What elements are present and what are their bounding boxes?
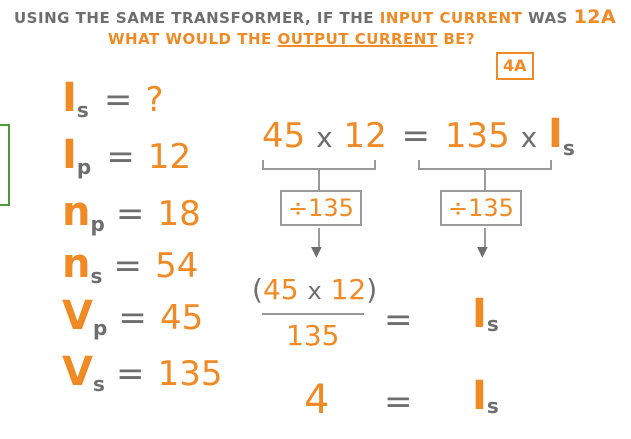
given-subscript-wrap: [93, 349, 105, 395]
answer-value: 4: [304, 377, 330, 423]
left-bracket-stem: [318, 170, 320, 190]
given-symbol: I: [62, 132, 77, 178]
output-current-underlined: OUTPUT CURRENT: [277, 30, 438, 48]
left-bracket-tick-l: [262, 160, 264, 170]
step2-numerator: [252, 272, 377, 309]
left-bracket-tick-r: [374, 160, 376, 170]
question-line2-text: WHAT WOULD THE: [108, 30, 278, 48]
given-row: [62, 76, 222, 133]
step3-symbol: I: [472, 373, 487, 419]
step3-equals: =: [384, 382, 413, 422]
right-bracket-stem: [484, 170, 486, 190]
question-text: USING THE SAME TRANSFORMER, IF THE: [14, 9, 380, 27]
eq-right-times: x: [520, 121, 538, 154]
given-subscript: s: [76, 98, 89, 122]
given-subscript-wrap: [77, 132, 91, 178]
given-row: [62, 294, 222, 350]
given-equals: =: [118, 298, 147, 338]
paren-close: ): [366, 273, 378, 306]
divide-box-right: ÷135: [440, 190, 522, 226]
step2-equals: =: [384, 300, 413, 340]
given-value: 45: [159, 298, 204, 338]
given-subscript: p: [90, 212, 105, 236]
given-equals: =: [115, 354, 145, 394]
eq-left-a: 45: [262, 116, 306, 156]
given-subscript-wrap: [90, 189, 104, 235]
given-row: [62, 350, 222, 406]
step2-b: 12: [330, 273, 367, 306]
right-arrow-icon: ▼: [477, 244, 488, 260]
given-equals: =: [106, 137, 135, 177]
given-equals: =: [115, 194, 145, 234]
input-current-highlight: INPUT CURRENT: [379, 9, 523, 27]
question-line2-end: BE?: [437, 30, 476, 48]
givens-list: [62, 76, 222, 406]
given-row: [62, 133, 222, 190]
right-bracket-tick-r: [550, 160, 552, 170]
given-subscript: s: [92, 372, 105, 396]
given-value: 18: [157, 194, 201, 234]
green-frame-edge: [0, 124, 10, 206]
step2-times: x: [307, 277, 322, 305]
step2-subscript: s: [486, 312, 499, 337]
eq-right-a: 135: [444, 116, 510, 156]
divide-box-left: ÷135: [280, 190, 362, 226]
step2-a: 45: [262, 273, 299, 306]
question-line-1: [14, 6, 616, 28]
given-row: [62, 190, 222, 242]
step3-result: [472, 374, 499, 418]
given-subscript-wrap: [77, 75, 89, 121]
answer-badge: 4A: [496, 52, 534, 80]
given-subscript: s: [90, 264, 103, 288]
given-value: ?: [145, 80, 164, 120]
left-arrow-icon: ▼: [311, 244, 322, 260]
paren-open: (: [252, 273, 263, 306]
step2-symbol: I: [472, 291, 487, 337]
question-line-2: [108, 30, 475, 48]
question-text-was: WAS: [522, 9, 574, 27]
given-symbol: V: [62, 349, 93, 395]
step3-subscript: s: [486, 394, 499, 419]
given-equals: =: [113, 246, 142, 286]
step2-result: [472, 292, 499, 336]
input-value-highlight: 12A: [573, 6, 617, 28]
given-symbol: I: [62, 75, 77, 121]
fraction-bar: [262, 313, 364, 315]
given-value: 54: [155, 246, 199, 286]
given-symbol: n: [62, 241, 91, 287]
given-subscript: p: [76, 155, 92, 179]
given-symbol: n: [62, 189, 91, 235]
given-subscript: p: [92, 316, 108, 340]
right-bracket-tick-l: [418, 160, 420, 170]
eq-right-symbol: I: [547, 111, 563, 157]
step2-denominator: 135: [286, 319, 340, 352]
given-row: [62, 242, 222, 294]
eq-left-times: x: [316, 121, 333, 154]
given-value: 12: [147, 137, 192, 177]
given-subscript-wrap: [90, 241, 102, 287]
given-value: 135: [157, 354, 223, 394]
eq-right-subscript: s: [562, 135, 575, 160]
eq-left-b: 12: [343, 116, 387, 156]
given-equals: =: [103, 80, 133, 120]
given-symbol: V: [62, 293, 93, 339]
eq-equals: =: [401, 116, 431, 156]
given-subscript-wrap: [93, 293, 107, 339]
